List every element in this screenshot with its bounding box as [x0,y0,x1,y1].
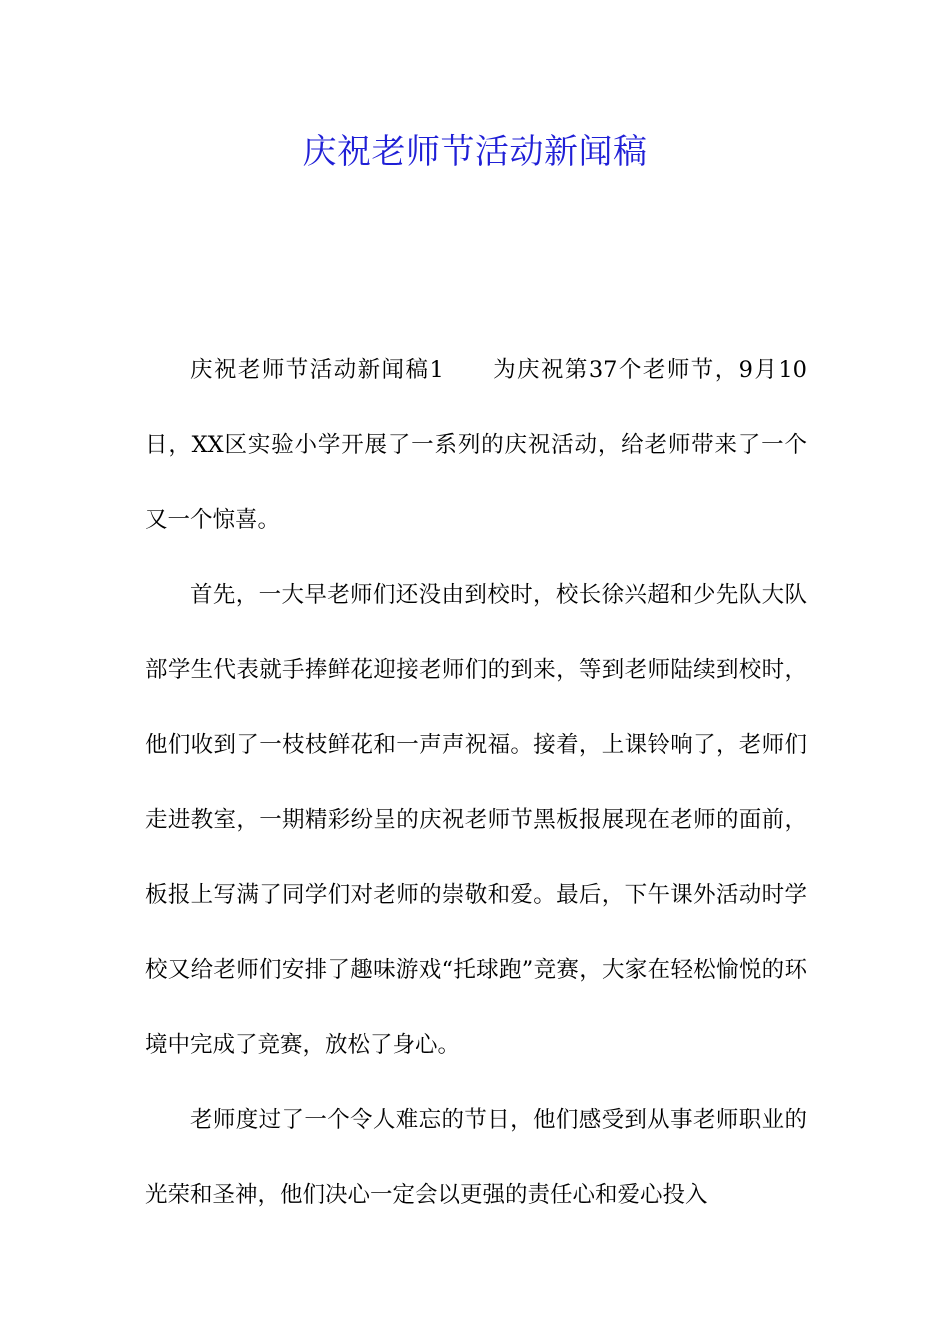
document-body [145,333,807,1233]
paragraph-2: 首先，一大早老师们还没由到校时，校长徐兴超和少先队大队部学生代表就手捧鲜花迎接老师们的到来，等到老师陆续到校时，他们收到了一枝枝鲜花和一声声祝福。接着，上课铃响了，老师们走进教室，一期精彩纷呈的庆祝老师节黑板报展现在老师的面前，板报上写满了同学们对老师的崇敬和爱。最后，下午课外活动时学校又给老师们安排了趣味游戏“托球跑”竞赛，大家在轻松愉悦的环境中完成了竞赛，放松了身心。 [145,582,807,1058]
paragraph-1: 庆祝老师节活动新闻稿1 为庆祝第37个老师节，9月10日，XX区实验小学开展了一系列的庆祝活动，给老师带来了一个又一个惊喜。 [145,357,807,533]
document-title: 庆祝老师节活动新闻稿 [302,132,648,172]
paragraph-3: 老师度过了一个令人难忘的节日，他们感受到从事老师职业的光荣和圣神，他们决心一定会以更强的责任心和爱心投入 [145,1107,807,1208]
